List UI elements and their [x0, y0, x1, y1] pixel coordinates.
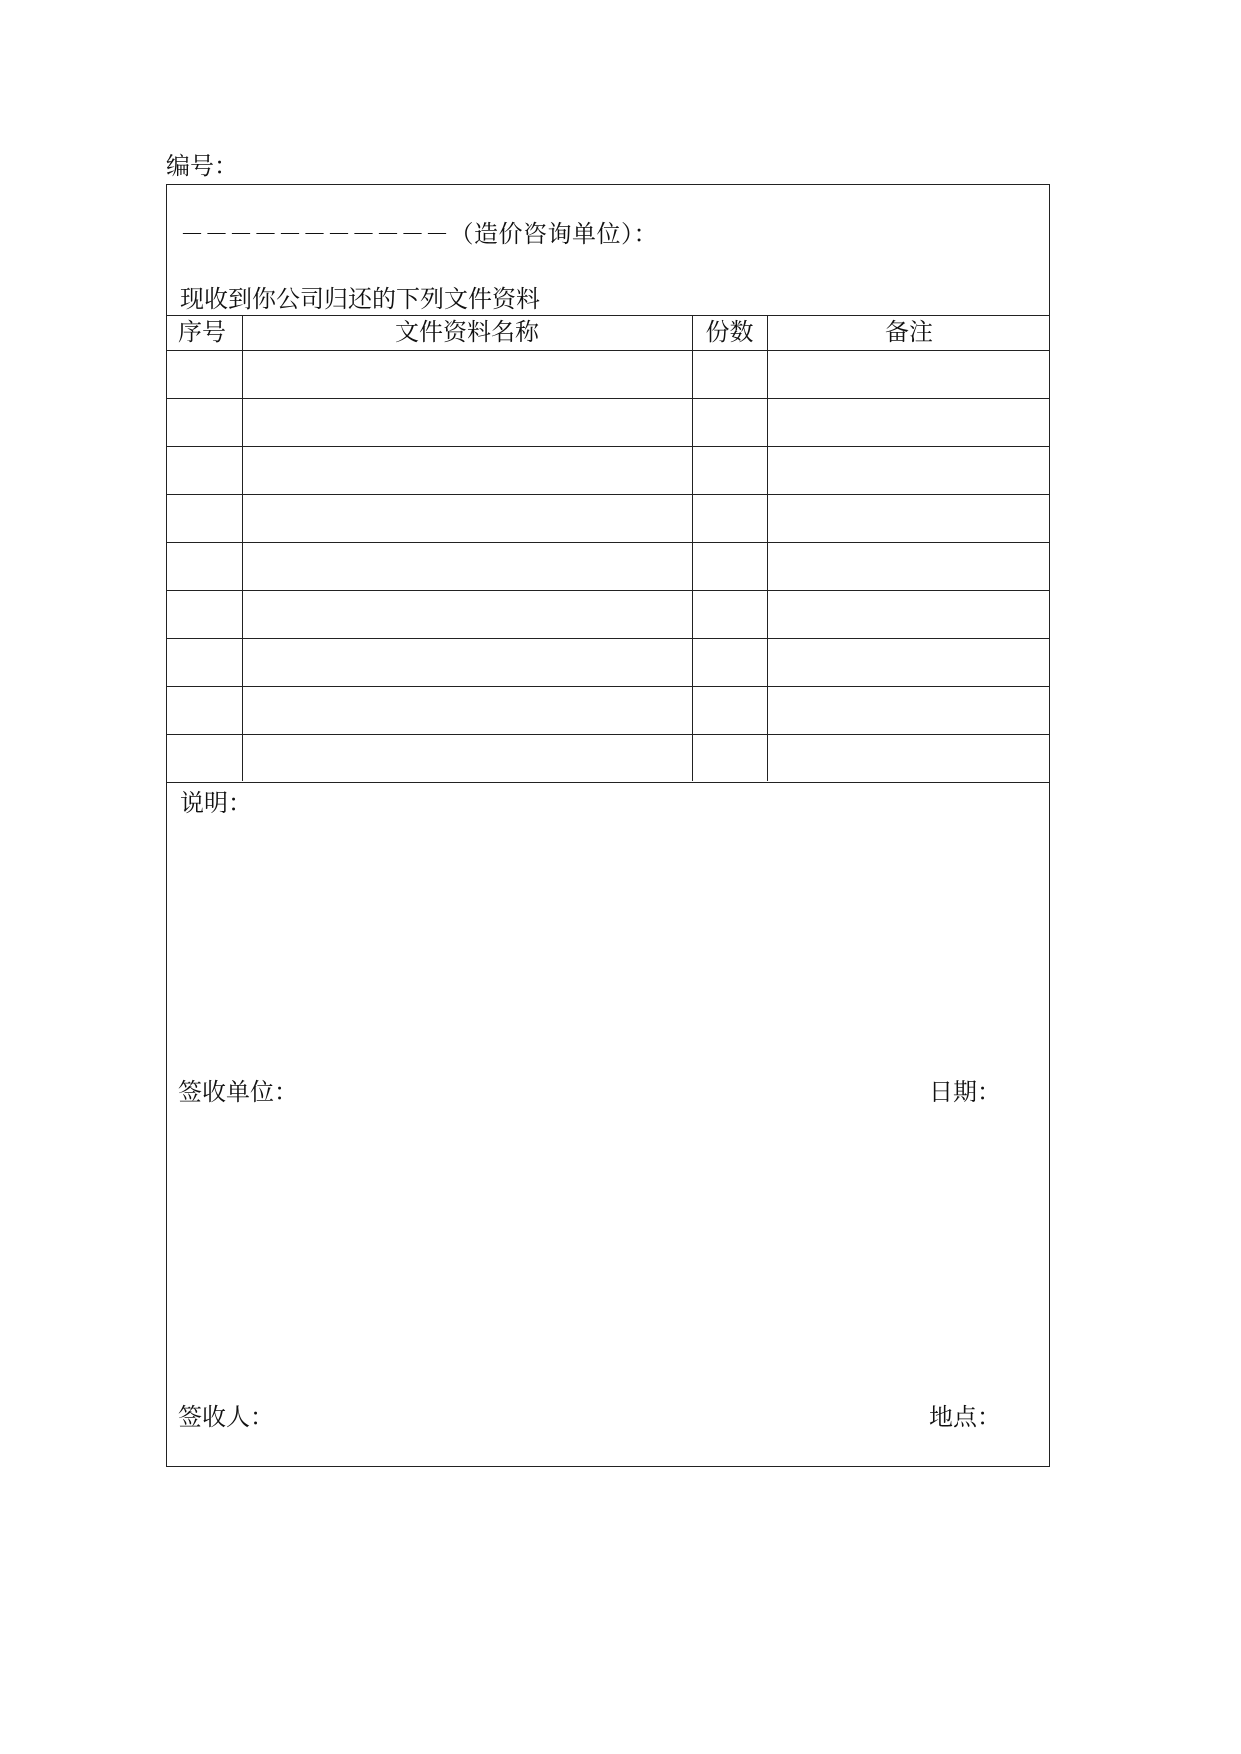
column-header-remarks: 备注 — [885, 318, 933, 346]
table-header-divider — [166, 350, 1050, 351]
row-divider — [166, 398, 1050, 399]
intro-text: 现收到你公司归还的下列文件资料 — [180, 285, 540, 313]
row-divider — [166, 494, 1050, 495]
column-header-copies: 份数 — [705, 318, 754, 346]
location-label: 地点： — [929, 1403, 1001, 1431]
column-header-index: 序号 — [178, 318, 226, 346]
row-divider — [166, 542, 1050, 543]
column-header-document-name: 文件资料名称 — [395, 318, 539, 346]
serial-number-label: 编号： — [166, 152, 238, 180]
row-divider — [166, 638, 1050, 639]
receiving-unit-label: 签收单位： — [178, 1078, 298, 1106]
date-label: 日期： — [929, 1078, 1001, 1106]
addressee-line: －－－－－－－－－－－（造价咨询单位）： — [180, 220, 658, 248]
table-top-border — [166, 315, 1050, 316]
recipient-label: 签收人： — [178, 1403, 274, 1431]
column-divider — [692, 315, 693, 781]
row-divider — [166, 686, 1050, 687]
notes-label: 说明： — [180, 789, 252, 817]
column-divider — [767, 315, 768, 781]
form-frame — [166, 184, 1050, 1467]
row-divider — [166, 782, 1050, 783]
row-divider — [166, 734, 1050, 735]
row-divider — [166, 590, 1050, 591]
row-divider — [166, 446, 1050, 447]
column-divider — [242, 315, 243, 781]
